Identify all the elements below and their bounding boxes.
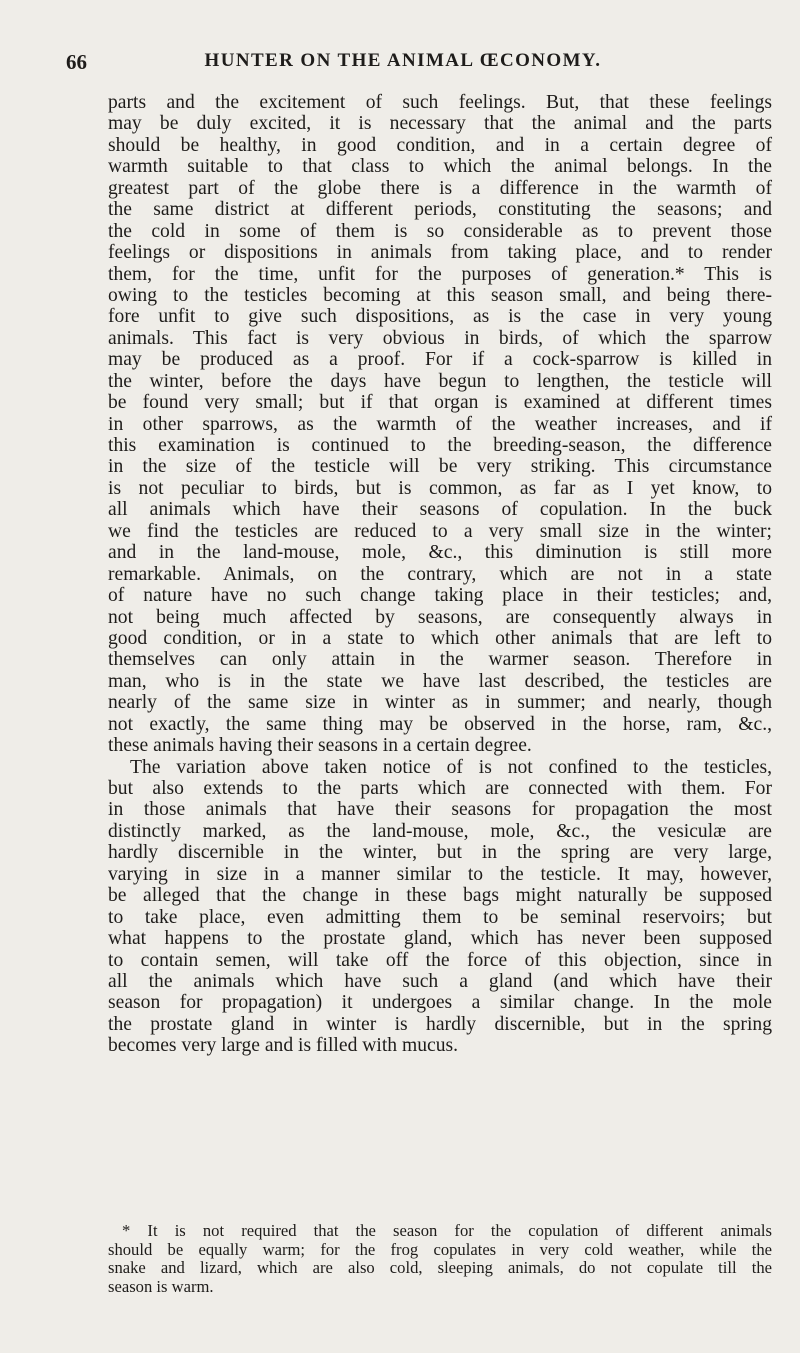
text-line: owing to the testicles becoming at this season small, and being there- (108, 284, 772, 306)
text-line: feelings or dispositions in animals from taking place, and to render (108, 242, 772, 264)
text-line: of nature have no such change taking place in their testicles; and, (108, 585, 772, 607)
page-header (66, 50, 740, 76)
text-line: season for propagation) it undergoes a similar change. In the mole (108, 992, 772, 1014)
text-line: all animals which have their seasons of copulation. In the buck (108, 499, 772, 521)
text-line: The variation above taken notice of is not confined to the testicles, (130, 756, 772, 778)
body-text (108, 92, 772, 1057)
text-line: what happens to the prostate gland, which has never been supposed (108, 928, 772, 950)
text-line: not being much affected by seasons, are consequently always in (108, 606, 772, 628)
text-line: may be duly excited, it is necessary that the animal and the parts (108, 113, 772, 135)
text-line: greatest part of the globe there is a difference in the warmth of (108, 177, 772, 199)
text-line: them, for the time, unfit for the purposes of generation.* This is (108, 263, 772, 285)
footnote-line: snake and lizard, which are also cold, sleeping animals, do not copulate till the (108, 1258, 772, 1278)
text-line: be alleged that the change in these bags might naturally be supposed (108, 885, 772, 907)
text-line: animals. This fact is very obvious in birds, of which the sparrow (108, 327, 772, 349)
text-line: becomes very large and is filled with mucus. (108, 1035, 459, 1057)
text-line: in those animals that have their seasons for propagation the most (108, 799, 772, 821)
text-line: remarkable. Animals, on the contrary, which are not in a state (108, 563, 772, 585)
text-line: is not peculiar to birds, but is common, as far as I yet know, to (108, 477, 772, 499)
text-line: the prostate gland in winter is hardly discernible, but in the spring (108, 1013, 772, 1035)
text-line: man, who is in the state we have last described, the testicles are (108, 670, 772, 692)
text-line: nearly of the same size in winter as in summer; and nearly, though (108, 692, 772, 714)
text-line: hardly discernible in the winter, but in the spring are very large, (108, 842, 772, 864)
text-line: to take place, even admitting them to be seminal reservoirs; but (108, 906, 772, 928)
footnote (108, 1222, 772, 1296)
text-line: the winter, before the days have begun to lengthen, the testicle will (108, 370, 772, 392)
footnote-line: should be equally warm; for the frog copulates in very cold weather, while the (108, 1239, 772, 1259)
text-line: the cold in some of them is so considerable as to prevent those (108, 220, 772, 242)
text-line: themselves can only attain in the warmer season. Therefore in (108, 649, 772, 671)
text-line: but also extends to the parts which are connected with them. For (108, 778, 772, 799)
text-line: in other sparrows, as the warmth of the weather increases, and if (108, 413, 772, 435)
text-line: should be healthy, in good condition, and in a certain degree of (108, 134, 772, 156)
text-line: in the size of the testicle will be very striking. This circumstance (108, 456, 772, 478)
text-line: not exactly, the same thing may be observed in the horse, ram, &c., (108, 713, 772, 735)
footnote-line: season is warm. (108, 1276, 214, 1296)
text-line: all the animals which have such a gland (and which have their (108, 970, 772, 992)
text-line: these animals having their seasons in a certain degree. (108, 735, 532, 757)
text-line: the same district at different periods, constituting the seasons; and (108, 199, 772, 221)
footnote-line: * It is not required that the season for the copulation of different animals (122, 1221, 772, 1240)
text-line: parts and the excitement of such feelings. But, that these feelings (108, 92, 772, 113)
text-line: distinctly marked, as the land-mouse, mole, &c., the vesiculæ are (108, 820, 772, 842)
text-line: good condition, or in a state to which other animals that are left to (108, 627, 772, 649)
text-line: may be produced as a proof. For if a cock-sparrow is killed in (108, 349, 772, 371)
text-line: varying in size in a manner similar to the testicle. It may, however, (108, 863, 772, 885)
text-line: to contain semen, will take off the force of this objection, since in (108, 949, 772, 971)
text-line: warmth suitable to that class to which the animal belongs. In the (108, 156, 772, 178)
page-number: 66 (66, 50, 87, 74)
text-line: fore unfit to give such dispositions, as is the case in very young (108, 306, 772, 328)
text-line: we find the testicles are reduced to a very small size in the winter; (108, 520, 772, 542)
text-line: and in the land-mouse, mole, &c., this diminution is still more (108, 542, 772, 564)
running-title: HUNTER ON THE ANIMAL ŒCONOMY. (204, 50, 602, 71)
text-line: this examination is continued to the breeding-season, the difference (108, 435, 772, 456)
text-line: be found very small; but if that organ is examined at different times (108, 392, 772, 414)
